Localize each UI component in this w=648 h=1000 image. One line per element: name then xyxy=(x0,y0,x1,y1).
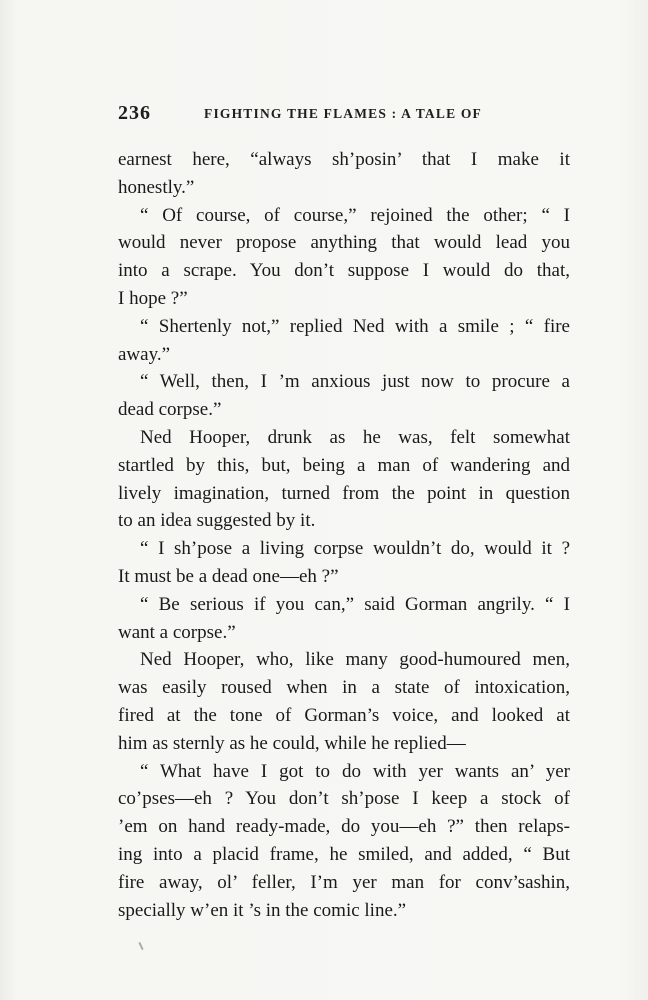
text-line: him as sternly as he could, while he replied— xyxy=(118,732,466,754)
text-line: “ What have I got to do with yer wants an’ yer xyxy=(140,760,570,782)
text-line: lively imagination, turned from the point in question xyxy=(118,482,570,504)
text-line: ’em on hand ready-made, do you—eh ?” then relaps- xyxy=(118,816,570,838)
text-line: “ Well, then, I ’m anxious just now to procure a xyxy=(140,371,570,393)
text-line: “ I sh’pose a living corpse wouldn’t do, would it ? xyxy=(140,538,570,560)
text-line: fired at the tone of Gorman’s voice, and looked at xyxy=(118,704,570,726)
text-line: It must be a dead one—eh ?” xyxy=(118,565,339,587)
paper-speck xyxy=(138,942,143,950)
text-line: startled by this, but, being a man of wandering and xyxy=(118,454,570,476)
text-line: into a scrape. You don’t suppose I would do that, xyxy=(118,260,570,282)
running-head xyxy=(118,102,518,130)
text-line: honestly.” xyxy=(118,176,195,198)
text-line: to an idea suggested by it. xyxy=(118,510,316,532)
text-line: co’pses—eh ? You don’t sh’pose I keep a stock of xyxy=(118,788,570,810)
body-text xyxy=(118,146,570,924)
text-line: Ned Hooper, drunk as he was, felt somewhat xyxy=(140,426,570,448)
running-title: FIGHTING THE FLAMES : A TALE OF xyxy=(204,106,482,121)
page-number: 236 xyxy=(118,102,151,124)
text-line: Ned Hooper, who, like many good-humoured men, xyxy=(140,649,570,671)
text-line: earnest here, “always sh’posin’ that I make it xyxy=(118,149,570,170)
text-line: ing into a placid frame, he smiled, and added, “ But xyxy=(118,843,570,865)
text-line: was easily roused when in a state of intoxication, xyxy=(118,677,570,699)
text-line: would never propose anything that would lead you xyxy=(118,232,570,254)
text-line: “ Shertenly not,” replied Ned with a smile ; “ fire xyxy=(140,315,570,337)
text-line: away.” xyxy=(118,343,171,365)
text-line: “ Of course, of course,” rejoined the other; “ I xyxy=(140,204,570,226)
text-line: dead corpse.” xyxy=(118,399,222,421)
text-line: I hope ?” xyxy=(118,287,188,309)
text-line: want a corpse.” xyxy=(118,621,236,643)
text-line: “ Be serious if you can,” said Gorman angrily. “ I xyxy=(140,593,570,615)
text-line: fire away, ol’ feller, I’m yer man for conv’sashin, xyxy=(118,871,570,893)
text-line: specially w’en it ’s in the comic line.” xyxy=(118,899,407,921)
